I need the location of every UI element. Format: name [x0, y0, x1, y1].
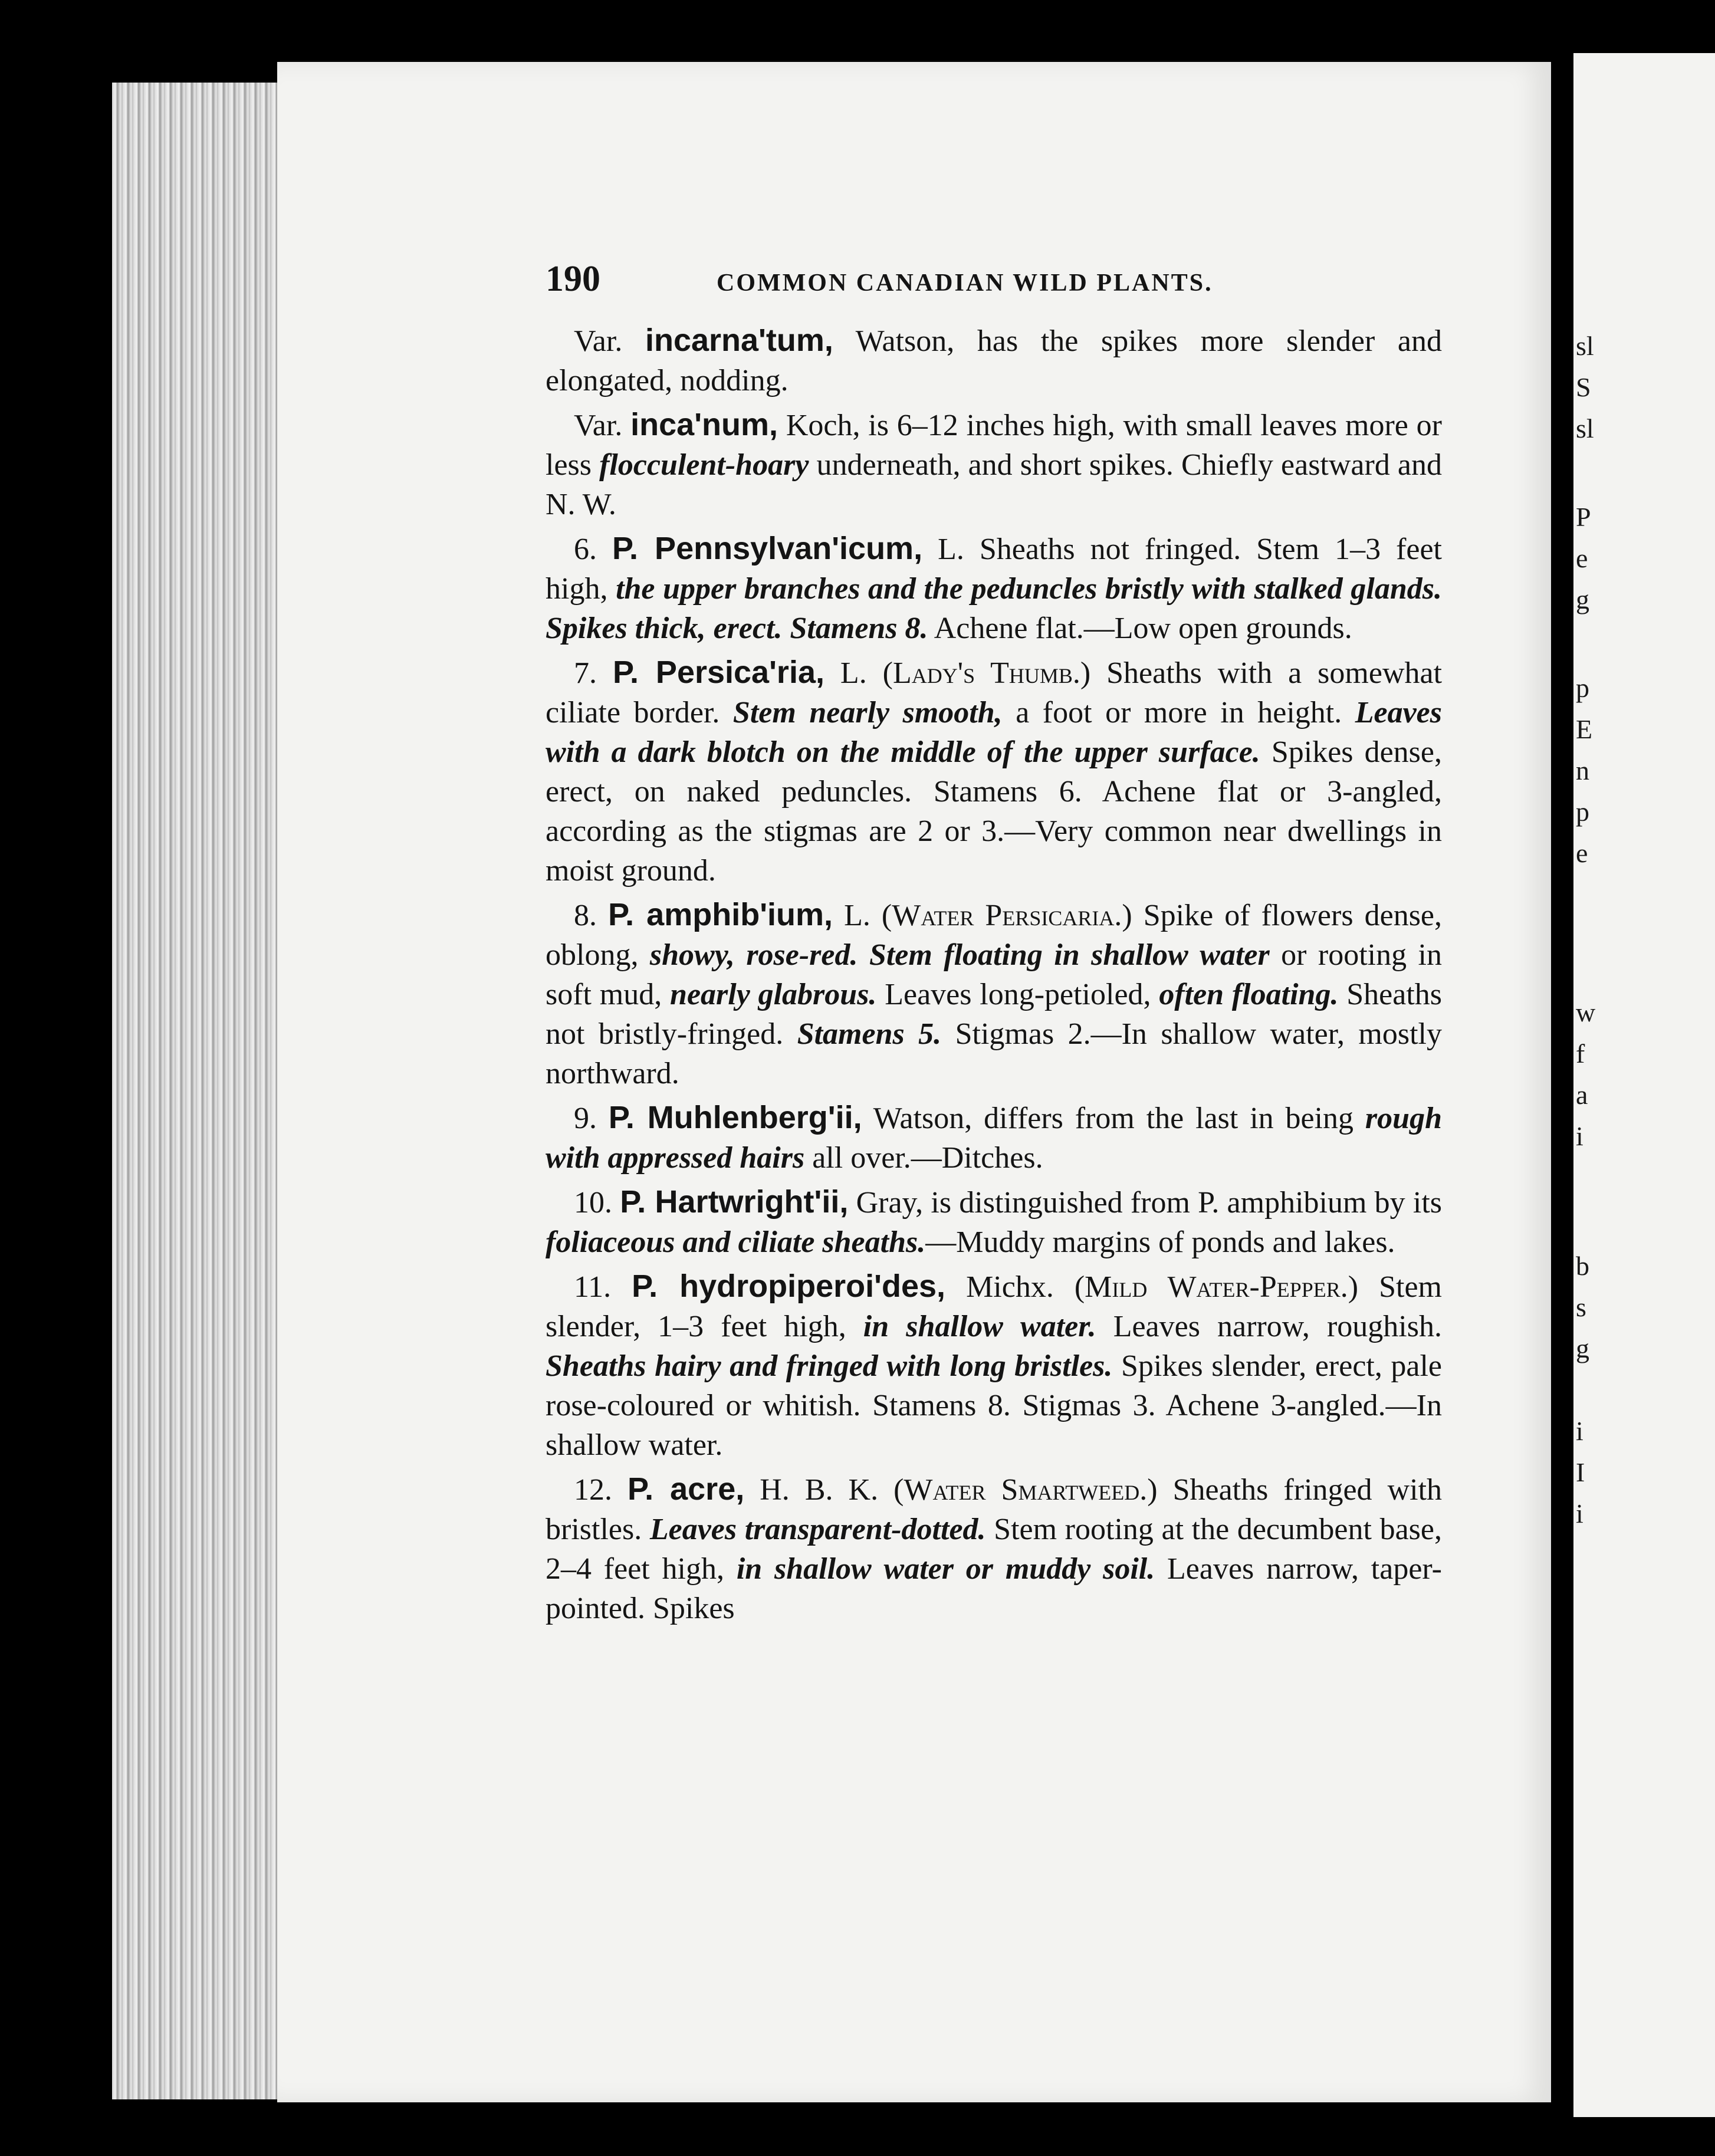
adjacent-page-fragment: I — [1576, 1457, 1585, 1487]
adjacent-page-fragment: P — [1576, 502, 1591, 532]
page-number: 190 — [546, 259, 600, 299]
entry-text: Spikes dense, erect, on naked peduncles. Stamens 6. Achene flat or 3-angled, according as the stigmas are 2 or 3.—Very common near dwellings in moist ground. — [546, 735, 1442, 888]
adjacent-page-fragment: sl — [1576, 331, 1594, 361]
entry-text: Stigmas 2.—In shallow water, mostly northward. — [546, 1017, 1442, 1090]
entry-text: Leaves narrow, roughish. — [1096, 1310, 1442, 1343]
species-entry — [546, 1267, 1442, 1465]
entry-italic-text: in shallow water. — [863, 1310, 1096, 1343]
species-entry — [546, 1470, 1442, 1628]
species-entry — [546, 1182, 1442, 1262]
species-name: P. acre, — [627, 1471, 745, 1507]
running-title: COMMON CANADIAN WILD PLANTS. — [717, 270, 1213, 297]
adjacent-page-fragment: w — [1576, 997, 1596, 1027]
common-name: (Lady's Thumb.) — [866, 656, 1091, 690]
entry-italic-text: rough with appressed hairs — [546, 1102, 1442, 1175]
entry-text: Stem rooting at the decumbent base, 2–4 feet high, — [546, 1513, 1442, 1586]
adjacent-page-fragment: i — [1576, 1121, 1583, 1151]
entry-italic-text: Stamens 5. — [797, 1017, 942, 1051]
entry-text: a foot or more in height. — [1002, 696, 1355, 729]
species-name: P. Pennsylvan'icum, — [612, 531, 923, 566]
entry-text: has the spikes more slender and elongated, nodding. — [546, 324, 1442, 397]
entry-prefix: Var. — [574, 409, 631, 442]
entry-text: Leaves long-petioled, — [876, 978, 1159, 1011]
adjacent-page-fragment: p — [1576, 673, 1589, 703]
species-name: incarna'tum, — [645, 323, 833, 358]
adjacent-page-fragment: S — [1576, 372, 1591, 402]
species-entry — [546, 529, 1442, 648]
entry-italic-text: Leaves transparent-dotted. — [649, 1513, 986, 1546]
species-author: Michx. — [945, 1270, 1054, 1304]
entry-text: all over.—Ditches. — [804, 1141, 1043, 1175]
adjacent-page — [1573, 53, 1715, 2117]
entry-italic-text: nearly glabrous. — [670, 978, 877, 1011]
species-author: Watson, — [862, 1102, 973, 1135]
entry-text: is 6–12 inches high, with small leaves more or less — [546, 409, 1442, 482]
entry-prefix: 12. — [574, 1473, 628, 1507]
entry-italic-text: foliaceous and ciliate sheaths. — [546, 1225, 926, 1259]
adjacent-page-fragment: b — [1576, 1251, 1589, 1281]
entry-prefix: 10. — [574, 1186, 620, 1220]
page-text — [546, 259, 1442, 1633]
species-name: P. hydropiperoi'des, — [632, 1268, 946, 1304]
entry-italic-text: Sheaths hairy and fringed with long bristles. — [546, 1349, 1113, 1383]
species-author: Watson, — [833, 324, 955, 358]
entry-text: Achene flat.—Low open grounds. — [928, 612, 1352, 645]
entry-text: Sheaths with a somewhat ciliate border. — [546, 656, 1443, 729]
adjacent-page-fragment: f — [1576, 1038, 1585, 1069]
page-header — [546, 259, 1442, 303]
book-page-edges — [112, 83, 283, 2099]
adjacent-page-fragment: e — [1576, 838, 1588, 868]
entry-text: Sheaths not bristly-fringed. — [546, 978, 1443, 1051]
entry-italic-text: the upper branches and the peduncles bristly with stalked glands. Spikes thick, erect. Stamens 8. — [546, 572, 1442, 645]
entry-prefix: 6. — [574, 533, 612, 566]
common-name: (Water Persicaria.) — [870, 899, 1132, 932]
species-entry — [546, 895, 1442, 1093]
adjacent-page-fragment: i — [1576, 1498, 1583, 1529]
entry-prefix: 7. — [574, 656, 613, 690]
entry-italic-text: in shallow water or muddy soil. — [736, 1552, 1155, 1586]
entry-prefix: Var. — [574, 324, 645, 358]
entry-text: Leaves narrow, taper-pointed. Spikes — [546, 1552, 1442, 1625]
entry-text: Sheaths not fringed. Stem 1–3 feet high, — [546, 533, 1442, 606]
adjacent-page-fragment: n — [1576, 755, 1589, 786]
entry-prefix: 8. — [574, 899, 609, 932]
species-author: H. B. K. — [744, 1473, 879, 1507]
species-author: L. — [824, 656, 867, 690]
species-author: L. — [922, 533, 964, 566]
entry-text: differs from the last in being — [972, 1102, 1365, 1135]
adjacent-page-fragment: sl — [1576, 413, 1594, 443]
species-entry — [546, 653, 1442, 890]
species-author: Gray, — [848, 1186, 924, 1220]
adjacent-page-fragment: E — [1576, 714, 1593, 744]
adjacent-page-fragment: s — [1576, 1292, 1586, 1322]
entry-italic-text: flocculent-hoary — [599, 448, 809, 482]
species-entry — [546, 1098, 1442, 1178]
species-name: P. Hartwright'ii, — [620, 1184, 849, 1220]
species-entry — [546, 321, 1442, 400]
common-name: (Mild Water-Pepper.) — [1053, 1270, 1359, 1304]
entry-text: Sheaths fringed with bristles. — [546, 1473, 1443, 1546]
entry-prefix: 11. — [574, 1270, 632, 1304]
species-author: Koch, — [778, 409, 860, 442]
adjacent-page-fragment: p — [1576, 797, 1589, 827]
entry-italic-text: showy, rose-red. Stem floating in shallow water — [649, 938, 1270, 972]
entry-italic-text: often floating. — [1159, 978, 1339, 1011]
entry-italic-text: Leaves with a dark blotch on the middle of the upper surface. — [546, 696, 1442, 769]
entry-text: or rooting in soft mud, — [546, 938, 1443, 1011]
entry-prefix: 9. — [574, 1102, 609, 1135]
entry-text: underneath, and short spikes. Chiefly eastward and N. W. — [546, 448, 1443, 521]
adjacent-page-fragment: e — [1576, 543, 1588, 573]
entry-text: Stem slender, 1–3 feet high, — [546, 1270, 1443, 1343]
entry-text: —Muddy margins of ponds and lakes. — [925, 1225, 1395, 1259]
adjacent-page-fragment: g — [1576, 584, 1589, 614]
entry-text: Spikes slender, erect, pale rose-coloured or whitish. Stamens 8. Stigmas 3. Achene 3-angled.—In shallow water. — [546, 1349, 1443, 1462]
adjacent-page-fragment: i — [1576, 1416, 1583, 1446]
adjacent-page-fragment: g — [1576, 1333, 1589, 1363]
species-name: P. Muhlenberg'ii, — [608, 1100, 862, 1135]
adjacent-page-fragment: a — [1576, 1080, 1588, 1110]
species-name: P. amphib'ium, — [608, 897, 833, 932]
entry-text: Spike of flowers dense, oblong, — [546, 899, 1443, 972]
entry-text: is distinguished from P. amphibium by its — [923, 1186, 1442, 1220]
entry-italic-text: Stem nearly smooth, — [732, 696, 1003, 729]
common-name: (Water Smartweed.) — [878, 1473, 1158, 1507]
species-entry — [546, 405, 1442, 524]
species-name: P. Persica'ria, — [612, 655, 824, 690]
species-name: inca'num, — [630, 407, 778, 442]
species-author: L. — [833, 899, 870, 932]
